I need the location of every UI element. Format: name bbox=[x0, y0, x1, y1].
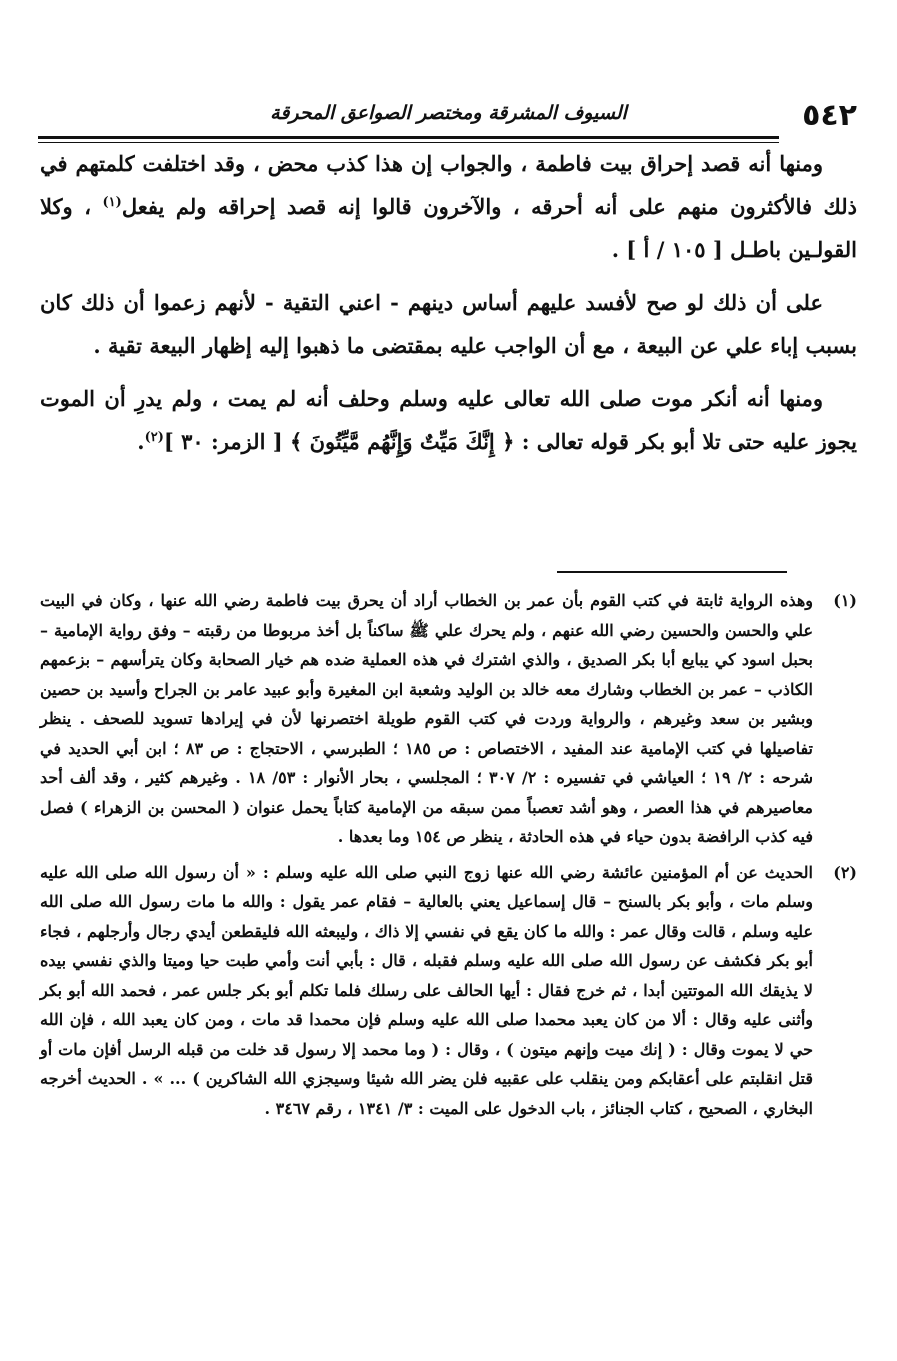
paragraph-3-end: . bbox=[137, 429, 145, 454]
footnote-1-text: وهذه الرواية ثابتة في كتب القوم بأن عمر بن الخطاب أراد أن يحرق بيت فاطمة رضي الله عنها ، وكان في البيت علي والحسن والحسين رضي الله عنهم ، ولم يحرك علي ﷺ ساكناً بل أخذ مربوطا من رقبته – وفق رواية الإمامية – بحبل اسود كي يبايع أبا بكر الصديق ، والذي اشترك في هذه العملية ضده هم خيار الصحابة وكان يترأسهم – بزعمهم الكاذب – عمر بن الخطاب وشارك معه خالد بن الوليد وشعبة ابن المغيرة وأبو عبيد عامر بن الجراح وأسيد بن حصين وبشير بن سعد وغيرهم ، والرواية وردت في كتب القوم طويلة اختصرنها لأن في إيرادها تسويد للصحف . ينظر تفاصيلها في كتب الإمامية عند المفيد ، الاختصاص : ص ١٨٥ ؛ الطبرسي ، الاحتجاج : ص ٨٣ ؛ ابن أبي الحديد في شرحه : ٢/ ١٩ ؛ العياشي في تفسيره : ٢/ ٣٠٧ ؛ المجلسي ، بحار الأنوار : ٥٣/ ١٨ . وغيرهم كثير ، وقد ألف أحد معاصيرهم في هذا العصر ، وهو أشد تعصباً ممن سبقه من الإمامية كتاباً يحمل عنوان ( المحسن بن الزهراء ) فصل فيه كذب الرافضة بدون حياء في هذه الحادثة ، ينظر ص ١٥٤ وما بعدها . bbox=[40, 591, 814, 846]
quran-verse: ﴿ إِنَّكَ مَيِّتٌ وَإِنَّهُم مَّيِّتُونَ ﴾ bbox=[289, 429, 515, 454]
footnote-ref-2[interactable]: (٢) bbox=[144, 430, 164, 445]
paragraph-2: على أن ذلك لو صح لأفسد عليهم أساس دينهم - اعني التقية - لأنهم زعموا أن ذلك كان بسبب إباء علي عن البيعة ، مع أن الواجب عليه بمقتضى ما ذهبوا إليه إظهار البيعة تقية . bbox=[40, 290, 857, 358]
paragraph-3 bbox=[40, 377, 857, 463]
quran-citation: [ الزمر: ٣٠ ] bbox=[163, 429, 283, 454]
paragraph-1-tail: ، وكلا القولـين باطـل [ ١٠٥ / أ ] . bbox=[40, 194, 857, 262]
main-text bbox=[40, 142, 857, 473]
footnotes bbox=[40, 586, 857, 1129]
footnote-2-text: الحديث عن أم المؤمنين عائشة رضي الله عنها زوج النبي صلى الله عليه وسلم : « أن رسول الله صلى الله عليه وسلم مات ، وأبو بكر بالسنح – قال إسماعيل يعني بالعالية – فقام عمر يقول : والله ما مات رسول الله صلى الله عليه وسلم ، قالت وقال عمر : والله ما كان يقع في نفسي إلا ذاك ، وليبعثه الله فليقطعن أيدي رجال وأرجلهم ، فجاء أبو بكر فكشف عن رسول الله صلى الله عليه وسلم فقبله ، قال : بأبي أنت وأمي طبت حيا وميتا والذي نفسي بيده لا يذيقك الله الموتتين أبدا ، ثم خرج فقال : أيها الحالف على رسلك فلما تكلم أبو بكر جلس عمر ، فحمد الله أبو بكر وأثنى عليه وقال : ألا من كان يعبد محمدا صلى الله عليه وسلم فإن محمدا قد مات ، ومن كان يعبد الله ، فإن الله حي لا يموت وقال : ( إنك ميت وإنهم ميتون ) ، وقال : ( وما محمد إلا رسول قد خلت من قبله الرسل أفإن مات أو قتل انقلبتم على أعقابكم ومن ينقلب على عقبيه فلن يضر الله شيئا وسيجزي الله الشاكرين ) ... » . الحديث أخرجه البخاري ، الصحيح ، كتاب الجنائز ، باب الدخول على الميت : ٣/ ١٣٤١ ، رقم ٣٤٦٧ . bbox=[40, 862, 814, 1118]
footnote-1-marker: (١) bbox=[833, 591, 857, 610]
page-number: ٥٤٢ bbox=[802, 98, 857, 133]
page-header bbox=[40, 96, 857, 136]
footnote-ref-1[interactable]: (١) bbox=[102, 195, 122, 210]
paragraph-3-text: ومنها أنه أنكر موت صلى الله تعالى عليه وسلم وحلف أنه لم يمت ، ولم يدرِ أن الموت يجوز عليه حتى تلا أبو بكر قوله تعالى : bbox=[40, 386, 857, 454]
paragraph-1 bbox=[40, 142, 857, 271]
paragraph-1-text: ومنها أنه قصد إحراق بيت فاطمة ، والجواب إن هذا كذب محض ، وقد اختلفت كلمتهم في ذلك فالأكثرون منهم على أنه أحرقه ، والآخرون قالوا إنه قصد إحراقه ولم يفعل bbox=[40, 151, 857, 219]
running-title: السيوف المشرقة ومختصر الصواعق المحرقة bbox=[270, 102, 627, 124]
footnote-1 bbox=[40, 586, 857, 852]
footnote-2-marker: (٢) bbox=[833, 862, 857, 882]
footnote-separator bbox=[557, 571, 787, 573]
footnote-2 bbox=[40, 858, 857, 1124]
